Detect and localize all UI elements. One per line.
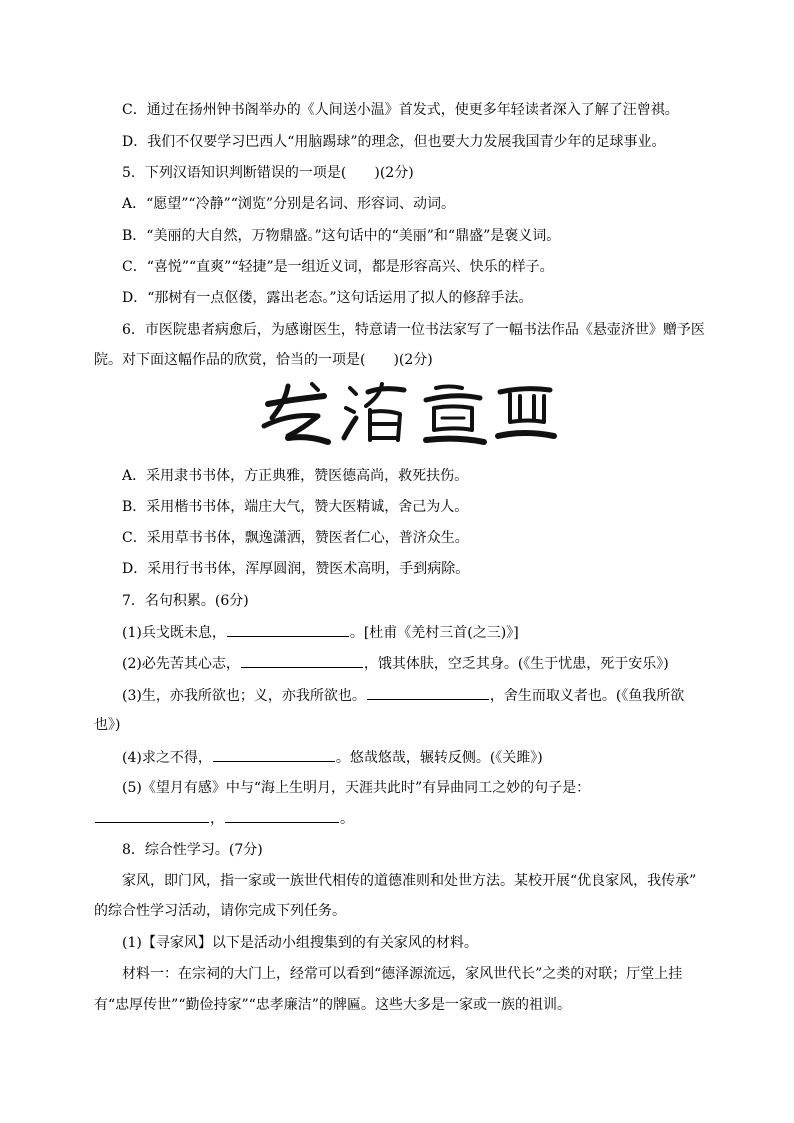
q6-stem-line1: 6．市医院患者病愈后，为感谢医生，特意请一位书法家写了一幅书法作品《悬壶济世》赠予医 [122, 322, 705, 338]
answer-blank[interactable] [213, 747, 335, 762]
answer-blank[interactable] [227, 622, 349, 637]
q8-intro-line1: 家风，即门风，指一家或一族世代相传的道德准则和处世方法。某校开展“优良家风，我传承” [122, 873, 697, 889]
q8-material-1-line2: 有“忠厚传世”“勤俭持家”“忠孝廉洁”的牌匾。这些大多是一家或一族的祖训。 [94, 997, 571, 1013]
q7-stem: 7．名句积累。(6分) [122, 593, 249, 609]
answer-blank[interactable] [241, 653, 363, 668]
q7-item-5-blanks: ， 。 [94, 808, 702, 829]
q5-option-b: B．“美丽的大自然，万物鼎盛。”这句话中的“美丽”和“鼎盛”是褒义词。 [122, 228, 561, 244]
q6-stem-line2: 院。对下面这幅作品的欣赏，恰当的一项是( )(2分) [94, 352, 433, 368]
q8-intro-line2: 的综合性学习活动，请你完成下列任务。 [94, 903, 346, 919]
q6-option-a: A．采用隶书书体，方正典雅，赞医德高尚，救死扶伤。 [122, 468, 469, 484]
answer-blank[interactable] [95, 808, 209, 823]
answer-blank[interactable] [367, 685, 489, 700]
q6-option-d: D．采用行书书体，浑厚圆润，赞医术高明，手到病除。 [122, 561, 470, 577]
q5-option-c: C．“喜悦”“直爽”“轻捷”是一组近义词，都是形容高兴、快乐的样子。 [122, 259, 554, 275]
q4-option-c: C．通过在扬州钟书阁举办的《人间送小温》首发式，使更多年轻读者深入了解了汪曾祺。 [122, 102, 679, 118]
q7-item-3-continued: 也》) [94, 717, 121, 733]
q7-item-2: (2)必先苦其心志， ，饿其体肤，空乏其身。(《生于忧患，死于安乐》) [122, 653, 702, 674]
q6-option-b: B．采用楷书书体，端庄大气，赞大医精诚，舍己为人。 [122, 499, 469, 515]
q4-option-d: D．我们不仅要学习巴西人“用脑踢球”的理念，但也要大力发展我国青少年的足球事业。 [122, 134, 666, 150]
q7-item-1: (1)兵戈既未息， 。[杜甫《羌村三首(之三)》] [122, 622, 702, 643]
q5-stem: 5．下列汉语知识判断错误的一项是( )(2分) [122, 165, 414, 181]
q8-stem: 8．综合性学习。(7分) [122, 842, 263, 858]
answer-blank[interactable] [225, 808, 339, 823]
q8-task-1: (1)【寻家风】以下是活动小组搜集到的有关家风的材料。 [122, 935, 478, 951]
calligraphy-artwork [258, 378, 558, 450]
q7-item-5: (5)《望月有感》中与“海上生明月，天涯共此时”有异曲同工之妙的句子是： [122, 780, 591, 796]
q5-option-d: D．“那树有一点伛偻，露出老态。”这句话运用了拟人的修辞手法。 [122, 290, 533, 306]
q6-option-c: C．采用草书书体，飘逸潇洒，赞医者仁心，普济众生。 [122, 530, 469, 546]
q8-material-1-line1: 材料一：在宗祠的大门上，经常可以看到“德泽源流远，家风世代长”之类的对联；厅堂上挂 [122, 966, 683, 982]
q7-item-4: (4)求之不得， 。悠哉悠哉，辗转反侧。(《关雎》) [122, 747, 702, 768]
q5-option-a: A．“愿望”“冷静”“浏览”分别是名词、形容词、动词。 [122, 196, 456, 212]
q7-item-3: (3)生，亦我所欲也；义，亦我所欲也。 ，舍生而取义者也。(《鱼我所欲 [122, 685, 702, 706]
